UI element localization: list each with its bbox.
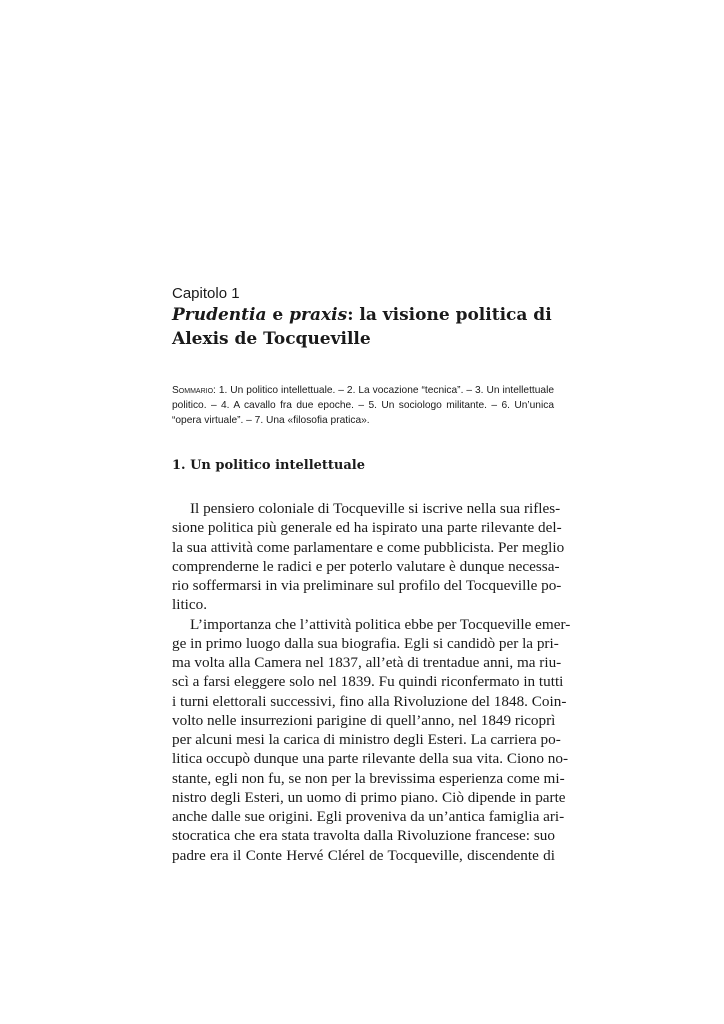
sommario-text: : 1. Un politico intellettuale. – 2. La vocazione “tecnica”. – 3. Un intellettuale politico. – 4. A cavallo fra due epoche. – 5. Un sociologo militante. – 6. Un’unica “opera virtuale”. – 7. Una «filosofia pratica». (172, 385, 554, 426)
text-line: ma volta alla Camera nel 1837, all’età di trentadue anni, ma riu- (172, 654, 562, 671)
chapter-title (172, 303, 562, 351)
text-line: litico. (172, 596, 208, 614)
text-line: padre era il Conte Hervé Clérel de Tocqueville, discendente di (172, 846, 555, 864)
text-line: stante, egli non fu, se non per la brevissima esperienza come mi- (172, 769, 565, 787)
text-line: volto nelle insurrezioni parigine di quell’anno, nel 1849 ricoprì (172, 711, 556, 729)
section-heading: 1. Un politico intellettuale (172, 458, 366, 473)
chapter-title-connector: e (266, 305, 290, 325)
chapter-title-italic-1: Prudentia (172, 305, 267, 325)
text-line: litica occupò dunque una parte rilevante della sua vita. Ciono no- (172, 750, 569, 768)
sommario (172, 383, 554, 428)
chapter-title-rest: : la visione politica di Alexis de Tocqueville (172, 305, 552, 349)
text-line: anche dalle sue origini. Egli proveniva da un’antica famiglia ari- (172, 808, 565, 825)
text-line: per alcuni mesi la carica di ministro degli Esteri. La carriera po- (172, 731, 561, 748)
text-line: L’importanza che l’attività politica ebbe per Tocqueville emer- (190, 615, 571, 633)
text-line: rio soffermarsi in via preliminare sul profilo del Tocqueville po- (172, 577, 562, 594)
paragraph-1 (172, 499, 565, 615)
sommario-label: Sommario (172, 385, 214, 396)
text-line: sione politica più generale ed ha ispirato una parte rilevante del- (172, 519, 562, 537)
text-line: nistro degli Esteri, un uomo di primo piano. Ciò dipende in parte (172, 788, 566, 806)
text-line: scì a farsi eleggere solo nel 1839. Fu quindi riconfermato in tutti (172, 673, 564, 691)
body-text (172, 499, 571, 865)
paragraph-2 (172, 615, 571, 865)
chapter-title-italic-2: praxis (289, 305, 348, 325)
text-line: ge in primo luogo dalla sua biografia. Egli si candidò per la pri- (172, 634, 559, 652)
text-line: Il pensiero coloniale di Tocqueville si iscrive nella sua rifles- (190, 500, 561, 517)
text-line: comprenderne le radici e per poterlo valutare è dunque necessa- (172, 557, 560, 575)
text-line: stocratica che era stata travolta dalla Rivoluzione francese: suo (172, 827, 555, 845)
chapter-label: Capitolo 1 (172, 285, 240, 302)
text-line: la sua attività come parlamentare e come pubblicista. Per meglio (172, 538, 565, 556)
text-line: i turni elettorali successivi, fino alla Rivoluzione del 1848. Coin- (172, 692, 567, 710)
